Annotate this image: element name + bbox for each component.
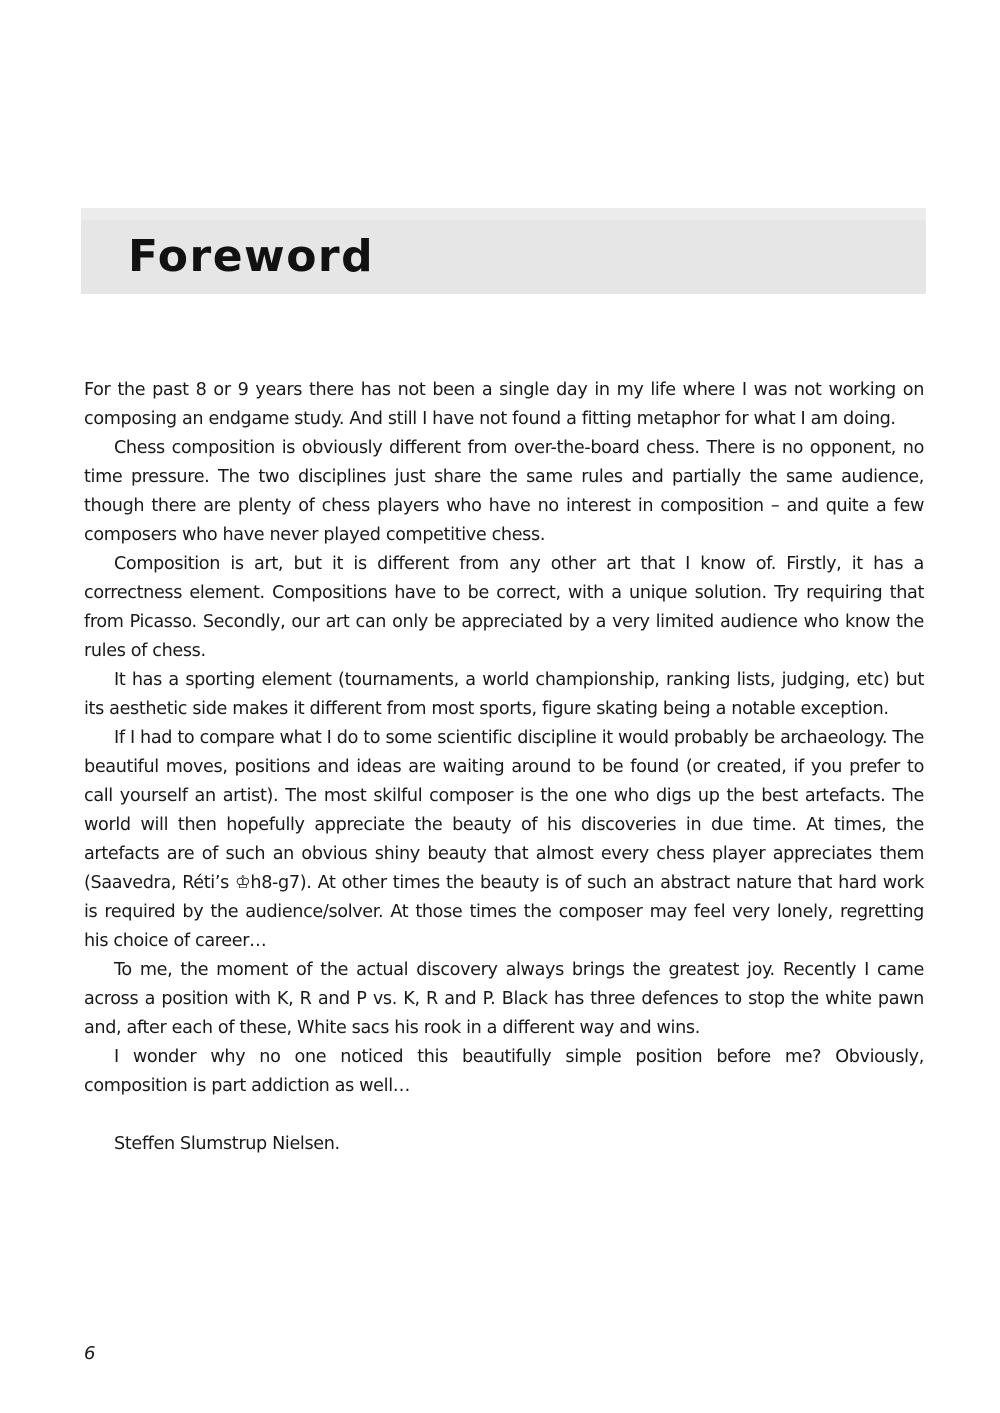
foreword-body [84, 376, 924, 1159]
paragraph-2: Chess composition is obviously different from over-the-board chess. There is no opponent, no time pressure. The two disciplines just share the same rules and partially the same audience, though there are plenty of chess players who have no interest in composition – and quite a few composers who have never played competitive chess. [84, 438, 924, 545]
paragraph-3: Composition is art, but it is different from any other art that I know of. Firstly, it has a correctness element. Compositions have to be correct, with a unique solution. Try requiring that from Picasso. Secondly, our art can only be appreciated by a very limited audience who know the rules of chess. [84, 554, 924, 661]
page-number: 6 [84, 1343, 96, 1364]
chapter-title-band [81, 208, 926, 294]
paragraph-6: To me, the moment of the actual discovery always brings the greatest joy. Recently I came across a position with K, R and P vs. K, R and P. Black has three defences to stop the white pawn and, after each of these, White sacs his rook in a different way and wins. [84, 960, 924, 1038]
paragraph-5: If I had to compare what I do to some scientific discipline it would probably be archaeology. The beautiful moves, positions and ideas are waiting around to be found (or created, if you prefer to call yourself an artist). The most skilful composer is the one who digs up the best artefacts. The world will then hopefully appreciate the beauty of his discoveries in due time. At times, the artefacts are of such an obvious shiny beauty that almost every chess player appreciates them (Saavedra, Réti’s ♔h8-g7). At other times the beauty is of such an abstract nature that hard work is required by the audience/solver. At those times the composer may feel very lonely, regretting his choice of career… [84, 728, 924, 951]
paragraph-1: For the past 8 or 9 years there has not been a single day in my life where I was not working on composing an endgame study. And still I have not found a fitting metaphor for what I am doing. [84, 380, 924, 429]
chapter-title: Foreword [128, 231, 375, 282]
paragraph-4: It has a sporting element (tournaments, a world championship, ranking lists, judging, etc) but its aesthetic side makes it different from most sports, figure skating being a notable exception. [84, 670, 924, 719]
paragraph-7: I wonder why no one noticed this beautifully simple position before me? Obviously, composition is part addiction as well… [84, 1047, 924, 1096]
author-signature: Steffen Slumstrup Nielsen. [114, 1134, 340, 1154]
